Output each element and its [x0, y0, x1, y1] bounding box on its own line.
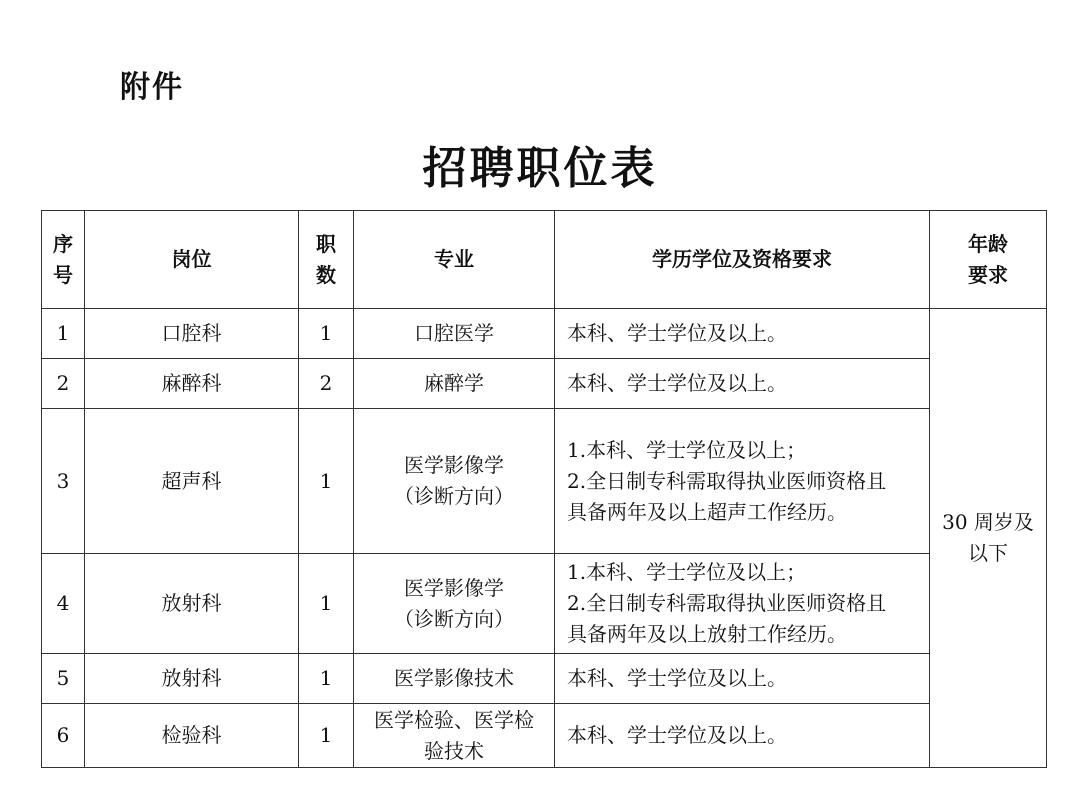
table-row	[42, 654, 1047, 704]
cell-count: 1	[299, 409, 354, 554]
cell-requirement: 1.本科、学士学位及以上； 2.全日制专科需取得执业医师资格且 具备两年及以上超声工作经历。	[555, 409, 930, 554]
cell-seq: 2	[42, 359, 85, 409]
cell-seq: 1	[42, 309, 85, 359]
cell-count: 1	[299, 309, 354, 359]
cell-post: 口腔科	[85, 309, 299, 359]
header-row	[42, 211, 1047, 309]
cell-requirement: 本科、学士学位及以上。	[555, 654, 930, 704]
cell-major: 麻醉学	[354, 359, 555, 409]
cell-post: 放射科	[85, 554, 299, 654]
cell-requirement: 本科、学士学位及以上。	[555, 309, 930, 359]
recruitment-table	[41, 210, 1047, 768]
cell-seq: 4	[42, 554, 85, 654]
cell-count: 2	[299, 359, 354, 409]
header-age: 年龄 要求	[930, 211, 1047, 309]
table-row	[42, 704, 1047, 768]
table-row	[42, 309, 1047, 359]
header-major: 专业	[354, 211, 555, 309]
header-requirement: 学历学位及资格要求	[555, 211, 930, 309]
cell-requirement: 1.本科、学士学位及以上； 2.全日制专科需取得执业医师资格且 具备两年及以上放射工作经历。	[555, 554, 930, 654]
cell-major: 医学影像技术	[354, 654, 555, 704]
cell-count: 1	[299, 654, 354, 704]
cell-count: 1	[299, 704, 354, 768]
cell-age-requirement: 30 周岁及 以下	[930, 309, 1047, 768]
header-seq: 序 号	[42, 211, 85, 309]
attachment-label: 附件	[120, 70, 184, 105]
cell-post: 检验科	[85, 704, 299, 768]
cell-post: 放射科	[85, 654, 299, 704]
table-row	[42, 409, 1047, 554]
cell-major: 医学影像学 （诊断方向）	[354, 554, 555, 654]
cell-count: 1	[299, 554, 354, 654]
cell-major: 医学影像学 （诊断方向）	[354, 409, 555, 554]
cell-post: 麻醉科	[85, 359, 299, 409]
cell-requirement: 本科、学士学位及以上。	[555, 359, 930, 409]
page-title: 招聘职位表	[422, 143, 658, 194]
header-post: 岗位	[85, 211, 299, 309]
cell-seq: 3	[42, 409, 85, 554]
table-row	[42, 359, 1047, 409]
table-row	[42, 554, 1047, 654]
header-count: 职 数	[299, 211, 354, 309]
cell-seq: 6	[42, 704, 85, 768]
cell-major: 口腔医学	[354, 309, 555, 359]
cell-post: 超声科	[85, 409, 299, 554]
cell-requirement: 本科、学士学位及以上。	[555, 704, 930, 768]
cell-major: 医学检验、医学检 验技术	[354, 704, 555, 768]
cell-seq: 5	[42, 654, 85, 704]
